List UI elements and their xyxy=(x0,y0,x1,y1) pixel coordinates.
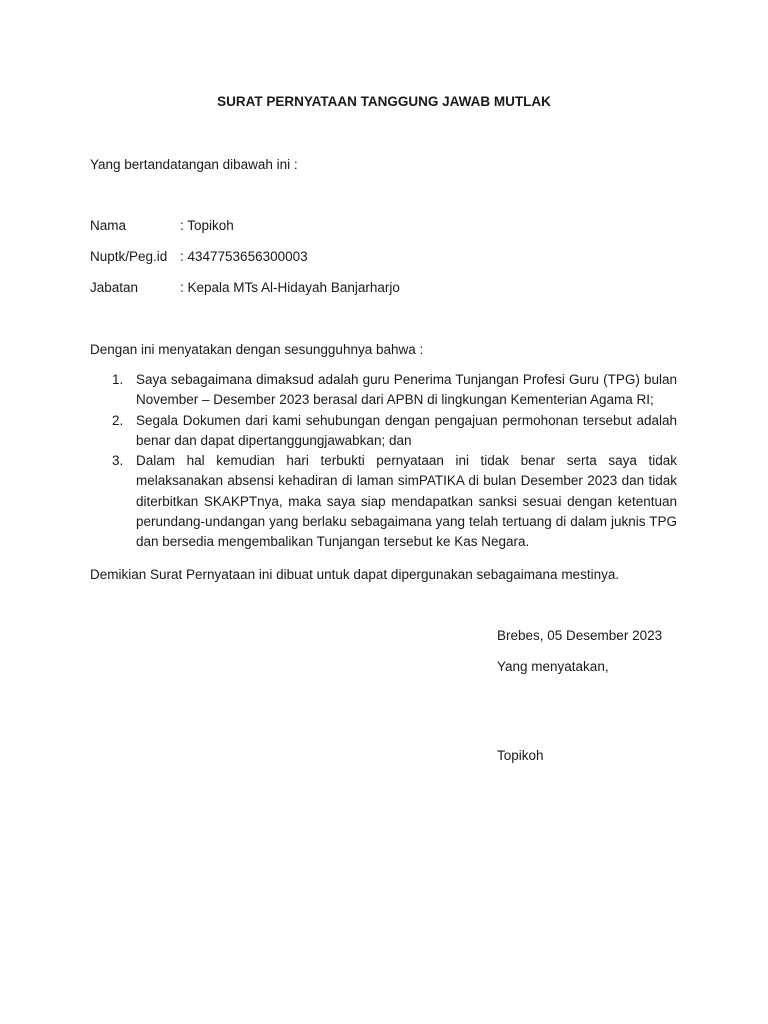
field-value-nuptk: : 4347753656300003 xyxy=(180,249,308,264)
closing-text: Demikian Surat Pernyataan ini dibuat untuk dapat dipergunakan sebagaimana mestinya. xyxy=(90,567,620,582)
signature-place-date: Brebes, 05 Desember 2023 xyxy=(497,628,663,643)
field-label-nuptk: Nuptk/Peg.id xyxy=(90,249,168,264)
list-item-number: 1. xyxy=(112,372,124,387)
intro-text: Yang bertandatangan dibawah ini : xyxy=(90,157,298,172)
statement-intro: Dengan ini menyatakan dengan sesungguhnya bahwa : xyxy=(90,342,424,357)
statement-list xyxy=(90,370,677,553)
list-item xyxy=(90,451,677,552)
list-item-text: Dalam hal kemudian hari terbukti pernyataan ini tidak benar serta saya tidak melaksanakan absensi kehadiran di laman simPATIKA di bulan Desember 2023 dan tidak diterbitkan SKAKPTnya, maka saya siap mendapatkan sanksi sesuai dengan ketentuan perundang-undangan yang berlaku sebagaimana yang telah tertuang di dalam juknis TPG dan bersedia mengembalikan Tunjangan tersebut ke Kas Negara. xyxy=(136,453,677,550)
signature-label: Yang menyatakan, xyxy=(497,659,609,674)
list-item xyxy=(90,370,677,411)
field-label-jabatan: Jabatan xyxy=(90,280,139,295)
list-item-text: Saya sebagaimana dimaksud adalah guru Penerima Tunjangan Profesi Guru (TPG) bulan November – Desember 2023 berasal dari APBN di lingkungan Kementerian Agama RI; xyxy=(136,372,677,408)
list-item-number: 2. xyxy=(112,412,124,428)
list-item xyxy=(90,411,677,452)
field-value-jabatan: : Kepala MTs Al-Hidayah Banjarharjo xyxy=(180,280,400,295)
signature-name: Topikoh xyxy=(497,748,544,763)
list-item-text: Segala Dokumen dari kami sehubungan dengan pengajuan permohonan tersebut adalah benar dan dapat dipertanggungjawabkan; dan xyxy=(136,412,677,448)
field-label-nama: Nama xyxy=(90,218,127,233)
list-item-number: 3. xyxy=(112,453,124,469)
field-value-nama: : Topikoh xyxy=(180,218,234,233)
document-title: SURAT PERNYATAAN TANGGUNG JAWAB MUTLAK xyxy=(217,94,551,109)
